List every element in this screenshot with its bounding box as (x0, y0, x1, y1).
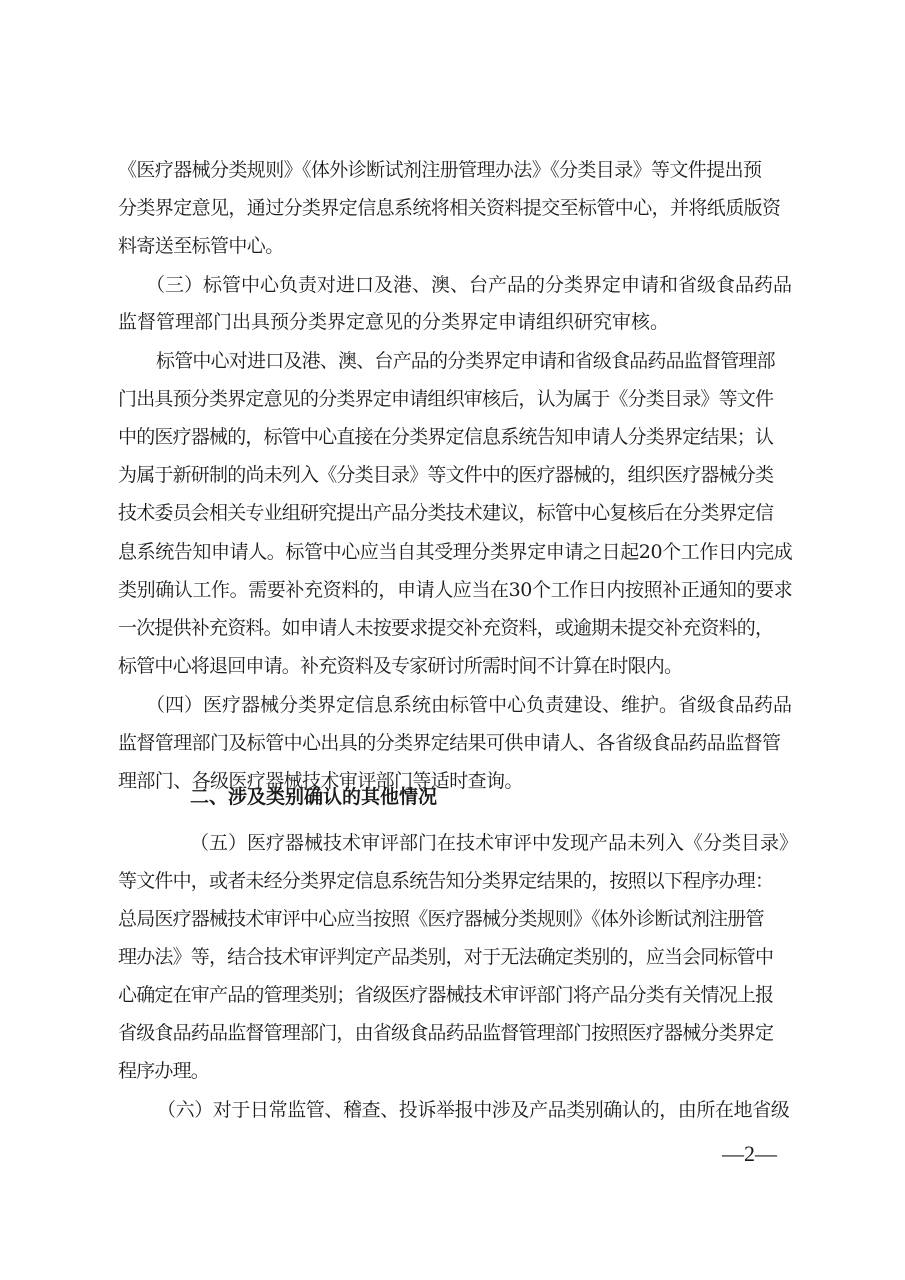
text-line: 息系统告知申请人。标管中心应当自其受理分类界定申请之日起20个工作日内完成 (118, 541, 793, 563)
text-line: （四）医疗器械分类界定信息系统由标管中心负责建设、维护。省级食品药品 (146, 694, 793, 716)
text-line: 监督管理部门及标管中心出具的分类界定结果可供申请人、各省级食品药品监督管 (118, 732, 781, 754)
text-line: 《医疗器械分类规则》《体外诊断试剂注册管理办法》《分类目录》等文件提出预 (118, 159, 762, 181)
text-line: 省级食品药品监督管理部门，由省级食品药品监督管理部门按照医疗器械分类界定 (118, 1022, 774, 1044)
text-line: 分类界定意见，通过分类界定信息系统将相关资料提交至标管中心，并将纸质版资 (118, 197, 781, 219)
text-line: 料寄送至标管中心。 (118, 235, 284, 257)
text-line: 中的医疗器械的，标管中心直接在分类界定信息系统告知申请人分类界定结果；认 (118, 426, 774, 448)
text-line: 一次提供补充资料。如申请人未按要求提交补充资料，或逾期未提交补充资料的， (118, 617, 774, 639)
text-line: 类别确认工作。需要补充资料的，申请人应当在30个工作日内按照补正通知的要求 (118, 579, 793, 601)
text-line: 理办法》等，结合技术审评判定产品类别，对于无法确定类别的，应当会同标管中 (118, 946, 774, 968)
text-line: 心确定在审产品的管理类别；省级医疗器械技术审评部门将产品分类有关情况上报 (118, 984, 774, 1006)
text-line: 标管中心将退回申请。补充资料及专家研讨所需时间不计算在时限内。 (118, 655, 683, 677)
text-line: 等文件中，或者未经分类界定信息系统告知分类界定结果的，按照以下程序办理： (118, 870, 774, 892)
text-line: 标管中心对进口及港、澳、台产品的分类界定申请和省级食品药品监督管理部 (156, 350, 775, 372)
text-line: （三）标管中心负责对进口及港、澳、台产品的分类界定申请和省级食品药品 (146, 274, 793, 296)
text-line: （五）医疗器械技术审评部门在技术审评中发现产品未列入《分类目录》 (190, 832, 799, 854)
section-heading: 二、涉及类别确认的其他情况 (190, 786, 438, 808)
page-number: —2— (722, 1141, 777, 1166)
text-line: 监督管理部门出具预分类界定意见的分类界定申请组织研究审核。 (118, 311, 670, 333)
text-line: 程序办理。 (118, 1060, 210, 1082)
text-line: 门出具预分类界定意见的分类界定申请组织审核后，认为属于《分类目录》等文件 (118, 388, 774, 410)
text-line: 总局医疗器械技术审评中心应当按照《医疗器械分类规则》《体外诊断试剂注册管 (118, 908, 764, 930)
text-line: 技术委员会相关专业组研究提出产品分类技术建议，标管中心复核后在分类界定信 (118, 502, 774, 524)
text-line: 为属于新研制的尚未列入《分类目录》等文件中的医疗器械的，组织医疗器械分类 (118, 464, 774, 486)
text-line: 理部门、各级医疗器械技术审评部门等适时查询。 (118, 770, 523, 792)
text-line: （六）对于日常监管、稽查、投诉举报中涉及产品类别确认的，由所在地省级 (157, 1099, 790, 1121)
